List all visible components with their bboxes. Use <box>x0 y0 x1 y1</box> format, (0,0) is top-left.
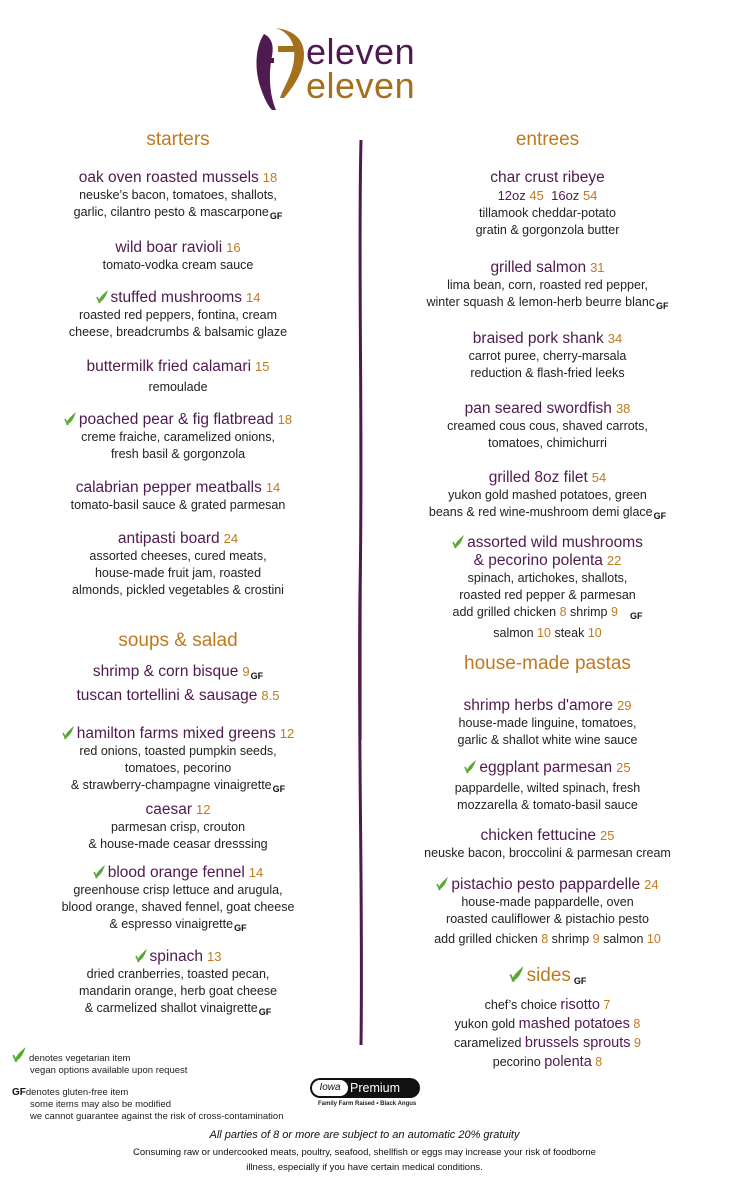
column-divider <box>355 140 367 1045</box>
item-desc: lima bean, corn, roasted red pepper, <box>447 278 648 292</box>
side-name: risotto <box>560 997 600 1013</box>
menu-item <box>8 864 348 937</box>
item-name: oak oven roasted mussels <box>78 169 259 186</box>
side-item <box>375 1034 720 1052</box>
item-desc: creamed cous cous, shaved carrots, <box>447 419 648 433</box>
side-price: 9 <box>633 1036 641 1050</box>
item-desc: almonds, pickled vegetables & crostini <box>72 583 284 597</box>
side-prefix: chef’s choice <box>484 998 557 1012</box>
logo-word-1: eleven <box>306 31 416 72</box>
gluten-free-badge: GF <box>573 976 587 986</box>
item-name: grilled salmon <box>490 259 587 276</box>
gluten-free-badge: GF <box>258 1007 272 1017</box>
consumer-advisory-line: illness, especially if you have certain medical conditions. <box>246 1162 483 1173</box>
gluten-free-badge: GF <box>269 211 283 221</box>
menu-item <box>375 827 720 862</box>
item-desc: & espresso vinaigrette <box>109 917 234 931</box>
addon-label: salmon <box>493 626 534 640</box>
item-name: calabrian pepper meatballs <box>75 479 262 496</box>
item-price: 34 <box>607 331 623 346</box>
item-desc: roasted cauliflower & pistachio pesto <box>446 912 649 926</box>
vegetarian-leaf-icon <box>62 725 76 740</box>
size-label: 16oz <box>551 188 580 203</box>
gluten-free-note-text: some items may also be modified <box>30 1099 171 1110</box>
item-desc: & strawberry-champagne vinaigrette <box>70 778 272 792</box>
gratuity-notice: All parties of 8 or more are subject to an automatic 20% gratuity <box>209 1129 520 1141</box>
size-price: 45 <box>529 188 544 203</box>
item-desc: tomato-vodka cream sauce <box>102 258 254 272</box>
gluten-free-badge: GF <box>12 1087 26 1098</box>
item-desc: remoulade <box>148 380 208 394</box>
item-name: eggplant parmesan <box>479 759 613 776</box>
addon-price: 8 <box>559 605 567 619</box>
menu-item <box>8 479 348 514</box>
item-desc: & carmelized shallot vinaigrette <box>84 1001 258 1015</box>
section-title-starters: starters <box>146 129 210 150</box>
item-price: 38 <box>615 401 631 416</box>
iowa-premium-subtitle: Family Farm Raised • Black Angus <box>318 1101 417 1107</box>
item-desc: mandarin orange, herb goat cheese <box>78 984 278 998</box>
side-item <box>375 1053 720 1071</box>
item-price: 24 <box>644 877 659 892</box>
menu-item <box>375 330 720 382</box>
size-label: 12oz <box>497 188 526 203</box>
menu-item <box>8 725 348 798</box>
item-price: 31 <box>590 260 605 275</box>
menu-item <box>8 239 348 274</box>
section-title-pastas: house-made pastas <box>464 653 631 674</box>
item-desc: winter squash & lemon-herb beurre blanc <box>426 295 656 309</box>
side-prefix: caramelized <box>454 1036 522 1050</box>
vegetarian-leaf-icon <box>12 1046 28 1063</box>
addon-price: 10 <box>646 932 661 946</box>
logo-mark-icon <box>250 26 308 112</box>
menu-item <box>375 697 720 749</box>
item-name: shrimp & corn bisque <box>92 663 239 680</box>
addon-prefix: add grilled chicken <box>434 932 538 946</box>
item-desc: garlic, cilantro pesto & mascarpone <box>73 205 269 219</box>
consumer-advisory <box>0 1145 729 1175</box>
side-price: 8 <box>633 1017 641 1031</box>
item-price: 14 <box>246 290 261 305</box>
item-price: 18 <box>277 412 293 427</box>
menu-item <box>8 289 348 341</box>
item-desc: roasted red pepper & parmesan <box>459 588 636 602</box>
side-prefix: pecorino <box>492 1055 541 1069</box>
vegetarian-leaf-icon <box>452 534 466 549</box>
item-price: 22 <box>606 553 622 568</box>
addon-price: 10 <box>587 626 602 640</box>
vegan-note-text: vegan options available upon request <box>30 1065 188 1076</box>
side-item <box>375 1015 720 1033</box>
vegetarian-leaf-icon <box>93 864 107 879</box>
addon-price: 9 <box>611 605 618 619</box>
item-desc: tomatoes, pecorino <box>124 761 232 775</box>
vegetarian-leaf-icon <box>464 759 478 774</box>
item-desc: pappardelle, wilted spinach, fresh <box>454 781 641 795</box>
item-price: 16 <box>226 240 241 255</box>
addon-label: salmon <box>603 932 644 946</box>
side-item <box>375 996 720 1014</box>
item-desc: gratin & gorgonzola butter <box>475 223 620 237</box>
vegetarian-leaf-icon <box>436 876 450 891</box>
item-name: braised pork shank <box>472 330 604 347</box>
menu-item <box>8 687 348 705</box>
side-name: brussels sprouts <box>524 1035 631 1051</box>
item-name: & pecorino polenta <box>473 552 603 569</box>
section-title-entrees: entrees <box>515 129 580 150</box>
item-price: 13 <box>206 949 222 964</box>
menu-item <box>8 411 348 463</box>
vegetarian-leaf-icon <box>135 948 149 963</box>
item-price: 25 <box>616 760 631 775</box>
item-name: pan seared swordfish <box>464 400 612 417</box>
item-price: 25 <box>600 828 615 843</box>
vegetarian-note <box>12 1046 312 1077</box>
item-desc: tomatoes, chimichurri <box>488 436 607 450</box>
menu-item <box>8 530 348 599</box>
gluten-free-badge: GF <box>653 511 667 521</box>
vegetarian-note-text: denotes vegetarian item <box>29 1053 131 1064</box>
item-desc: cheese, breadcrumbs & balsamic glaze <box>68 325 288 339</box>
item-desc: yukon gold mashed potatoes, green <box>448 488 647 502</box>
item-name: buttermilk fried calamari <box>86 358 252 375</box>
item-price: 14 <box>248 865 264 880</box>
item-price: 9 <box>242 664 250 679</box>
gluten-free-badge: GF <box>250 671 264 681</box>
addon-label: shrimp <box>551 932 590 946</box>
menu-footer <box>0 1128 729 1175</box>
menu-item <box>375 469 720 525</box>
restaurant-logo <box>250 24 500 114</box>
iowa-premium-premium: Premium <box>350 1081 401 1095</box>
menu-item <box>375 759 720 814</box>
gluten-free-note-text: denotes gluten-free item <box>25 1087 129 1098</box>
consumer-advisory-line: Consuming raw or undercooked meats, poultry, seafood, shellfish or eggs may increase your risk of foodborne <box>133 1147 596 1158</box>
menu-item <box>375 876 720 948</box>
item-price: 29 <box>616 698 632 713</box>
logo-word-2: eleven <box>306 65 416 106</box>
section-title-sides <box>375 965 720 987</box>
item-desc: & house-made ceasar dresssing <box>88 837 268 851</box>
sides-title: sides <box>526 965 571 986</box>
item-desc: creme fraiche, caramelized onions, <box>81 430 275 444</box>
menu-item <box>375 169 720 239</box>
item-desc: carrot puree, cherry-marsala <box>468 349 627 363</box>
item-name: stuffed mushrooms <box>110 289 243 306</box>
item-price: 15 <box>255 359 270 374</box>
menu-item <box>8 663 348 685</box>
item-desc: house-made pappardelle, oven <box>461 895 634 909</box>
item-desc: dried cranberries, toasted pecan, <box>86 967 270 981</box>
item-desc: reduction & flash-fried leeks <box>470 366 625 380</box>
item-desc: fresh basil & gorgonzola <box>110 447 246 461</box>
side-prefix: yukon gold <box>454 1017 516 1031</box>
item-name: shrimp herbs d'amore <box>463 697 613 714</box>
menu-item <box>8 169 348 225</box>
item-name: assorted wild mushrooms <box>467 534 643 551</box>
addon-prefix: add grilled chicken <box>452 605 557 619</box>
item-price: 18 <box>262 170 278 185</box>
item-price: 8.5 <box>261 688 280 703</box>
item-name: caesar <box>145 801 193 818</box>
gluten-free-badge: GF <box>629 611 643 621</box>
iowa-premium-logo <box>310 1078 422 1110</box>
item-desc: neuske’s bacon, tomatoes, shallots, <box>79 188 277 202</box>
item-desc: tillamook cheddar-potato <box>479 206 616 220</box>
menu-item <box>375 534 720 642</box>
gluten-free-note-text: we cannot guarantee against the risk of cross-contamination <box>30 1111 284 1122</box>
side-name: mashed potatoes <box>518 1016 630 1032</box>
item-price: 12 <box>196 802 211 817</box>
menu-item <box>375 259 720 315</box>
item-name: pistachio pesto pappardelle <box>451 876 641 893</box>
vegetarian-leaf-icon <box>96 289 110 304</box>
item-name: wild boar ravioli <box>115 239 223 256</box>
item-desc: blood orange, shaved fennel, goat cheese <box>61 900 295 914</box>
vegetarian-leaf-icon <box>64 411 78 426</box>
item-desc: house-made fruit jam, roasted <box>94 566 262 580</box>
item-price: 24 <box>223 531 239 546</box>
section-title-soups-salad: soups & salad <box>118 630 238 651</box>
item-name: antipasti board <box>117 530 220 547</box>
side-price: 8 <box>595 1055 603 1069</box>
iowa-premium-iowa: Iowa <box>312 1080 348 1096</box>
gluten-free-badge: GF <box>656 301 669 311</box>
menu-item <box>8 948 348 1021</box>
menu-item <box>8 801 348 853</box>
item-desc: spinach, artichokes, shallots, <box>467 571 628 585</box>
item-desc: beans & red wine-mushroom demi glace <box>428 505 653 519</box>
item-desc: mozzarella & tomato-basil sauce <box>457 798 638 812</box>
addon-price: 8 <box>541 932 549 946</box>
item-price: 14 <box>265 480 281 495</box>
addon-label: shrimp <box>570 605 608 619</box>
addon-price: 9 <box>592 932 600 946</box>
gluten-free-badge: GF <box>234 923 247 933</box>
item-desc: neuske bacon, broccolini & parmesan cream <box>424 846 671 860</box>
item-desc: assorted cheeses, cured meats, <box>89 549 267 563</box>
side-price: 7 <box>603 998 611 1012</box>
item-name: hamilton farms mixed greens <box>76 725 276 742</box>
item-price: 54 <box>591 470 607 485</box>
item-name: blood orange fennel <box>107 864 245 881</box>
menu-item <box>8 358 348 396</box>
vegetarian-leaf-icon <box>509 965 526 983</box>
gluten-free-note <box>12 1087 312 1123</box>
item-desc: parmesan crisp, crouton <box>110 820 246 834</box>
item-name: char crust ribeye <box>490 169 605 186</box>
item-name: grilled 8oz filet <box>488 469 588 486</box>
item-name: tuscan tortellini & sausage <box>76 687 258 704</box>
size-price: 54 <box>582 188 598 203</box>
item-desc: red onions, toasted pumpkin seeds, <box>79 744 277 758</box>
item-desc: greenhouse crisp lettuce and arugula, <box>73 883 283 897</box>
addon-label: steak <box>554 626 585 640</box>
item-name: poached pear & fig flatbread <box>78 411 274 428</box>
item-desc: roasted red peppers, fontina, cream <box>78 308 278 322</box>
gluten-free-badge: GF <box>272 784 286 794</box>
item-desc: house-made linguine, tomatoes, <box>458 716 637 730</box>
item-name: spinach <box>149 948 203 965</box>
item-name: chicken fettucine <box>480 827 596 844</box>
menu-item <box>375 400 720 452</box>
item-desc: garlic & shallot white wine sauce <box>457 733 638 747</box>
menu-legend <box>12 1046 312 1123</box>
item-price: 12 <box>279 726 295 741</box>
item-desc: tomato-basil sauce & grated parmesan <box>70 498 286 512</box>
addon-price: 10 <box>537 626 551 640</box>
side-name: polenta <box>544 1054 592 1070</box>
